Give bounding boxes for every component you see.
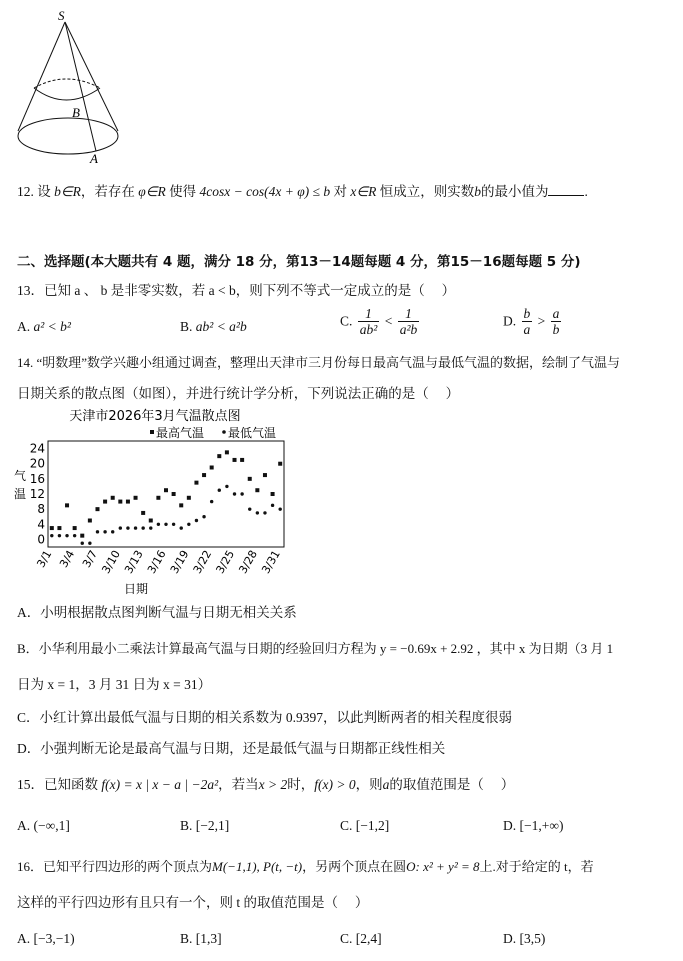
max-temp-point bbox=[217, 454, 221, 458]
question-13-stem: 13．已知 a 、 b 是非零实数，若 a < b，则下列不等式一定成立的是（ ） bbox=[17, 283, 456, 298]
cone-left-edge bbox=[18, 22, 65, 131]
max-temp-point bbox=[103, 500, 107, 504]
question-16-stem-line2: 这样的平行四边形有且只有一个，则 t 的取值范围是（ ） bbox=[17, 895, 369, 910]
q13-d-label: D. bbox=[503, 313, 517, 329]
q12-text-a: 设 bbox=[37, 184, 51, 199]
min-temp-point bbox=[210, 500, 213, 503]
min-temp-point bbox=[65, 534, 68, 537]
q15-var-a: a bbox=[382, 777, 390, 792]
legend-max-marker bbox=[150, 430, 154, 434]
x-tick-label: 3/1 bbox=[34, 548, 55, 570]
min-temp-point bbox=[88, 542, 91, 545]
min-temp-point bbox=[157, 523, 160, 526]
question-12 bbox=[17, 183, 588, 201]
min-temp-point bbox=[278, 507, 281, 510]
q12-text-d: 对 bbox=[333, 184, 347, 199]
cone-figure bbox=[10, 8, 130, 164]
x-tick-label: 3/13 bbox=[122, 548, 146, 576]
q13-c-frac-left bbox=[358, 306, 380, 337]
q16-d-label: D. bbox=[503, 931, 517, 946]
min-temp-point bbox=[271, 504, 274, 507]
y-axis-label-char1: 气 bbox=[14, 469, 27, 483]
min-temp-point bbox=[111, 530, 114, 533]
min-temp-point bbox=[202, 515, 205, 518]
q12-number: 12. bbox=[17, 184, 34, 199]
q13-d-den-right: b bbox=[552, 322, 560, 337]
q12-text-f: 的最小值为 bbox=[480, 184, 549, 199]
min-temp-point bbox=[81, 542, 84, 545]
chart-title: 天津市2026年3月气温散点图 bbox=[69, 409, 241, 424]
q15-option-c[interactable] bbox=[340, 817, 389, 835]
min-temp-point bbox=[103, 530, 106, 533]
q13-c-op: < bbox=[384, 313, 393, 329]
max-temp-point bbox=[233, 458, 237, 462]
q16-c-text: [2,4] bbox=[355, 931, 382, 946]
q16-option-b[interactable] bbox=[180, 930, 222, 948]
max-temp-point bbox=[172, 492, 176, 496]
q16-option-c[interactable] bbox=[340, 930, 382, 948]
min-temp-point bbox=[134, 526, 137, 529]
x-tick-label: 3/16 bbox=[144, 548, 169, 576]
q12-answer-blank[interactable] bbox=[548, 183, 584, 196]
x-tick-label: 3/7 bbox=[79, 548, 101, 570]
max-temp-point bbox=[57, 526, 61, 530]
x-tick-label: 3/25 bbox=[213, 548, 238, 576]
q13-d-op: > bbox=[537, 313, 546, 329]
scatter-chart bbox=[10, 405, 295, 605]
q13-c-num-left: 1 bbox=[358, 306, 380, 322]
legend-min-label: 最低气温 bbox=[228, 426, 277, 440]
min-temp-point bbox=[73, 534, 76, 537]
min-temp-point bbox=[218, 489, 221, 492]
q14-option-a[interactable]: A．小明根据散点图判断气温与日期无相关关系 bbox=[17, 605, 297, 620]
label-s: S bbox=[58, 8, 65, 23]
min-temp-point bbox=[141, 526, 144, 529]
chart-legend bbox=[150, 425, 276, 440]
q13-c-frac-right bbox=[398, 306, 420, 337]
question-14-stem-line1: 14. “明数理”数学兴趣小组通过调查，整理出天津市三月份每日最高气温与最低气温的数据，绘制了气温与 bbox=[17, 355, 621, 370]
max-temp-point bbox=[149, 519, 153, 523]
x-tick-label: 3/28 bbox=[236, 548, 260, 576]
q13-b-label: B. bbox=[180, 319, 193, 334]
q12-text-c: 使得 bbox=[169, 184, 197, 199]
x-tick-label: 3/19 bbox=[167, 548, 192, 576]
q16-d-text: [3,5) bbox=[519, 931, 546, 946]
max-temp-point bbox=[179, 503, 183, 507]
cone-section-back bbox=[34, 79, 100, 88]
question-15-stem bbox=[17, 776, 514, 794]
q16-points: M(−1,1), P(t, −t) bbox=[212, 859, 303, 874]
q12-x-in-r: x∈R bbox=[350, 184, 377, 199]
x-tick-label: 3/22 bbox=[190, 548, 215, 576]
q13-option-b[interactable] bbox=[180, 318, 247, 336]
q14-option-c[interactable]: C．小红计算出最低气温与日期的相关系数为 0.9397，以此判断两者的相关程度很弱 bbox=[17, 710, 513, 725]
q16-a-label: A. bbox=[17, 931, 31, 946]
q16-a-text: [−3,−1) bbox=[33, 931, 75, 946]
q16-stem-c: 上.对于给定的 t，若 bbox=[479, 859, 594, 874]
q16-stem-a: 16．已知平行四边形的两个顶点为 bbox=[17, 859, 213, 874]
min-temp-point bbox=[263, 511, 266, 514]
q13-c-num-right: 1 bbox=[398, 306, 420, 322]
q15-b-text: [−2,1] bbox=[195, 818, 230, 833]
plot-frame bbox=[48, 441, 284, 547]
min-temp-point bbox=[256, 511, 259, 514]
y-tick-label: 8 bbox=[37, 502, 45, 517]
question-16-stem-line1 bbox=[17, 858, 594, 876]
min-temp-point bbox=[195, 519, 198, 522]
y-tick-label: 16 bbox=[29, 471, 45, 486]
max-temp-point bbox=[271, 492, 275, 496]
q15-stem-b: ，若当 bbox=[218, 777, 259, 792]
max-temp-point bbox=[194, 481, 198, 485]
min-temp-point bbox=[50, 534, 53, 537]
max-temp-point bbox=[164, 488, 168, 492]
min-temp-point bbox=[180, 526, 183, 529]
q12-text-b: ，若存在 bbox=[80, 184, 135, 199]
max-temp-point bbox=[202, 473, 206, 477]
q13-option-d[interactable] bbox=[503, 306, 563, 337]
max-temp-point bbox=[111, 496, 115, 500]
q16-option-d[interactable] bbox=[503, 930, 545, 948]
q12-text-e: 恒成立，则实数 bbox=[379, 184, 475, 199]
legend-min-marker bbox=[222, 430, 226, 434]
cone-generatrix-sa bbox=[65, 22, 96, 151]
label-b: B bbox=[72, 105, 80, 120]
min-temp-point bbox=[58, 534, 61, 537]
question-14-stem-line2: 日期关系的散点图（如图），并进行统计学分析，下列说法正确的是（ ） bbox=[17, 386, 460, 401]
min-temp-point bbox=[240, 492, 243, 495]
max-temp-point bbox=[255, 488, 259, 492]
q16-b-text: [1,3] bbox=[195, 931, 222, 946]
q15-func: f(x) = x | x − a | −2a² bbox=[101, 777, 219, 792]
y-tick-label: 4 bbox=[37, 517, 45, 532]
x-tick-label: 3/10 bbox=[99, 548, 123, 576]
min-temp-point bbox=[233, 492, 236, 495]
q15-d-label: D. bbox=[503, 818, 517, 833]
q12-end: . bbox=[584, 184, 588, 199]
x-tick-label: 3/4 bbox=[57, 548, 78, 570]
max-temp-point bbox=[210, 466, 214, 470]
min-temp-point bbox=[172, 523, 175, 526]
q13-d-frac-left bbox=[522, 306, 533, 337]
q15-a-label: A. bbox=[17, 818, 31, 833]
max-temp-point bbox=[248, 477, 252, 481]
q15-option-b[interactable] bbox=[180, 817, 229, 835]
max-temp-point bbox=[141, 511, 145, 515]
y-tick-label: 24 bbox=[29, 441, 45, 456]
x-axis-label: 日期 bbox=[123, 582, 149, 596]
max-temp-point bbox=[263, 473, 267, 477]
max-temp-point bbox=[126, 500, 130, 504]
q13-c-den-left: ab² bbox=[359, 322, 378, 337]
max-temp-point bbox=[225, 450, 229, 454]
q13-d-num-right: a bbox=[552, 306, 560, 321]
min-temp-point bbox=[119, 526, 122, 529]
q15-stem-a: 15．已知函数 bbox=[17, 777, 98, 792]
q14-option-d[interactable]: D．小强判断无论是最高气温与日期，还是最低气温与日期都正线性相关 bbox=[17, 741, 446, 756]
q12-var-b: b bbox=[474, 184, 481, 199]
min-temp-point bbox=[126, 526, 129, 529]
q12-inequality: 4cosx − cos(4x + φ) ≤ b bbox=[199, 184, 331, 199]
min-temp-point bbox=[248, 507, 251, 510]
q15-c-label: C. bbox=[340, 818, 353, 833]
min-temp-point bbox=[149, 526, 152, 529]
q15-c-text: [−1,2] bbox=[355, 818, 390, 833]
q15-stem-d: ，则 bbox=[355, 777, 383, 792]
q13-d-frac-right bbox=[551, 306, 562, 337]
min-temp-point bbox=[164, 523, 167, 526]
q13-option-a[interactable] bbox=[17, 318, 71, 336]
legend-max-label: 最高气温 bbox=[156, 426, 205, 440]
max-temp-point bbox=[73, 526, 77, 530]
q15-a-text: (−∞,1] bbox=[33, 818, 70, 833]
q16-circle: O: x² + y² = 8 bbox=[406, 859, 480, 874]
q15-cond: x > 2 bbox=[258, 777, 288, 792]
max-temp-point bbox=[240, 458, 244, 462]
cone-section-front bbox=[34, 88, 100, 100]
q13-b-text: ab² < a²b bbox=[195, 319, 247, 334]
q13-a-text: a² < b² bbox=[33, 319, 71, 334]
q13-d-den-left: a bbox=[523, 322, 531, 337]
q16-option-a[interactable] bbox=[17, 930, 75, 948]
max-temp-point bbox=[134, 496, 138, 500]
max-temp-point bbox=[187, 496, 191, 500]
min-temp-point bbox=[187, 523, 190, 526]
q13-c-label: C. bbox=[340, 313, 353, 329]
y-axis-label-char2: 温 bbox=[14, 487, 27, 501]
x-tick-label: 3/31 bbox=[259, 548, 283, 576]
q15-d-text: [−1,+∞) bbox=[519, 818, 564, 833]
q13-a-label: A. bbox=[17, 319, 31, 334]
q15-stem-c: 时， bbox=[287, 777, 315, 792]
q13-c-den-right: a²b bbox=[399, 322, 418, 337]
q16-b-label: B. bbox=[180, 931, 193, 946]
max-temp-point bbox=[278, 462, 282, 466]
min-temp-point bbox=[96, 530, 99, 533]
q12-b-in-r: b∈R bbox=[54, 184, 81, 199]
q14-option-b-line2: 日为 x = 1，3 月 31 日为 x = 31） bbox=[17, 677, 212, 692]
section-2-title: 二、选择题(本大题共有 4 题，满分 18 分，第13－14题每题 4 分，第15－16题每题 5 分) bbox=[17, 254, 581, 270]
q15-option-a[interactable] bbox=[17, 817, 70, 835]
q12-phi-in-r: φ∈R bbox=[138, 184, 166, 199]
q14-option-b-line1[interactable]: B．小华利用最小二乘法计算最高气温与日期的经验回归方程为 y = −0.69x + 2.92 ，其中 x 为日期（3 月 1 bbox=[17, 641, 614, 656]
max-temp-point bbox=[80, 534, 84, 538]
cone-base bbox=[18, 118, 118, 154]
q16-c-label: C. bbox=[340, 931, 353, 946]
max-temp-point bbox=[50, 526, 54, 530]
y-tick-label: 0 bbox=[37, 532, 45, 547]
label-a: A bbox=[90, 151, 98, 164]
max-temp-point bbox=[156, 496, 160, 500]
q13-d-num-left: b bbox=[523, 306, 531, 321]
q15-option-d[interactable] bbox=[503, 817, 563, 835]
q13-option-c[interactable] bbox=[340, 306, 421, 337]
max-temp-point bbox=[95, 507, 99, 511]
y-tick-label: 20 bbox=[29, 456, 45, 471]
q15-cond2: f(x) > 0 bbox=[314, 777, 356, 792]
max-temp-point bbox=[88, 519, 92, 523]
min-temp-point bbox=[225, 485, 228, 488]
max-temp-point bbox=[118, 500, 122, 504]
q15-stem-e: 的取值范围是（ ） bbox=[389, 777, 515, 792]
q15-b-label: B. bbox=[180, 818, 193, 833]
max-temp-point bbox=[65, 503, 69, 507]
q16-stem-b: ，另两个顶点在圆 bbox=[302, 859, 407, 874]
y-tick-label: 12 bbox=[29, 487, 45, 501]
